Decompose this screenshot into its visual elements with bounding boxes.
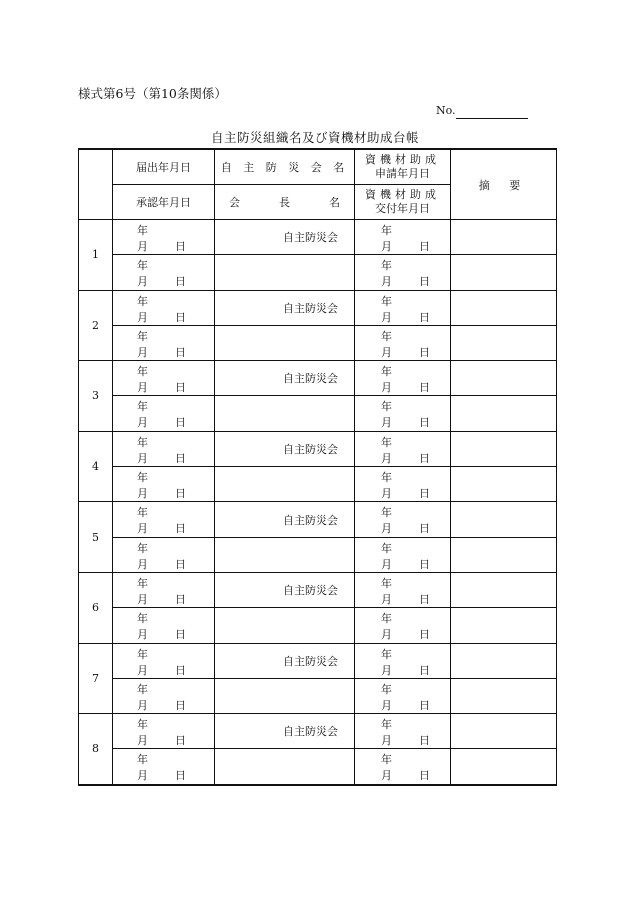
delivery-date-cell[interactable] (355, 255, 451, 290)
month-label: 月 (137, 592, 148, 606)
delivery-date-cell[interactable] (355, 749, 451, 785)
request-date-cell[interactable] (355, 572, 451, 607)
day-label: 日 (175, 557, 186, 571)
year-label: 年 (381, 718, 392, 732)
table-row (79, 572, 557, 607)
header-chair-part-2: 長 (279, 196, 290, 209)
org-suffix: 自主防災会 (283, 654, 338, 668)
document-title: 自主防災組織名及び資機材助成台帳 (210, 130, 419, 145)
table-row (79, 714, 557, 749)
day-label: 日 (419, 451, 430, 465)
chair-name-cell[interactable] (215, 537, 355, 572)
row-number: 8 (79, 714, 113, 785)
org-suffix: 自主防災会 (283, 372, 338, 386)
ledger-body (79, 220, 557, 785)
day-label: 日 (175, 769, 186, 783)
remarks-cell[interactable] (451, 325, 557, 360)
document-number-field[interactable] (436, 104, 528, 117)
table-row (79, 255, 557, 290)
month-label: 月 (137, 663, 148, 677)
month-label: 月 (137, 522, 148, 536)
table-row (79, 678, 557, 713)
month-label: 月 (137, 769, 148, 783)
day-label: 日 (175, 416, 186, 430)
day-label: 日 (175, 734, 186, 748)
table-row (79, 361, 557, 396)
day-label: 日 (419, 275, 430, 289)
header-org-name: 自 主 防 災 会 名 (215, 149, 355, 185)
remarks-cell[interactable] (451, 643, 557, 678)
table-row (79, 325, 557, 360)
header-chair-name (215, 185, 355, 220)
table-row (79, 290, 557, 325)
day-label: 日 (419, 522, 430, 536)
org-name-cell[interactable] (215, 643, 355, 678)
day-label: 日 (419, 663, 430, 677)
month-label: 月 (381, 345, 392, 359)
notification-date-cell[interactable] (113, 572, 215, 607)
month-label: 月 (381, 416, 392, 430)
year-label: 年 (381, 647, 392, 661)
org-name-cell[interactable] (215, 502, 355, 537)
remarks-cell[interactable] (451, 361, 557, 396)
delivery-date-cell[interactable] (355, 678, 451, 713)
year-label: 年 (137, 753, 148, 767)
org-name-cell[interactable] (215, 290, 355, 325)
org-name-cell[interactable] (215, 220, 355, 255)
no-label: No. (436, 104, 456, 117)
day-label: 日 (175, 698, 186, 712)
year-label: 年 (381, 541, 392, 555)
approval-date-cell[interactable] (113, 678, 215, 713)
approval-date-cell[interactable] (113, 325, 215, 360)
header-approval-date: 承認年月日 (113, 185, 215, 220)
table-row (79, 431, 557, 466)
month-label: 月 (381, 381, 392, 395)
year-label: 年 (137, 329, 148, 343)
chair-name-cell[interactable] (215, 678, 355, 713)
month-label: 月 (381, 734, 392, 748)
month-label: 月 (137, 275, 148, 289)
table-row (79, 220, 557, 255)
day-label: 日 (175, 522, 186, 536)
year-label: 年 (381, 435, 392, 449)
day-label: 日 (419, 240, 430, 253)
month-label: 月 (381, 557, 392, 571)
request-date-cell[interactable] (355, 502, 451, 537)
year-label: 年 (381, 612, 392, 626)
header-delivery-date-line2: 交付年月日 (375, 202, 430, 215)
day-label: 日 (175, 381, 186, 395)
request-date-cell[interactable] (355, 431, 451, 466)
org-suffix: 自主防災会 (283, 301, 338, 315)
org-suffix: 自主防災会 (283, 231, 338, 245)
org-name-cell[interactable] (215, 714, 355, 749)
day-label: 日 (419, 592, 430, 606)
month-label: 月 (137, 345, 148, 359)
delivery-date-cell[interactable] (355, 467, 451, 502)
table-row (79, 396, 557, 431)
day-label: 日 (419, 698, 430, 712)
month-label: 月 (137, 310, 148, 324)
approval-date-cell[interactable] (113, 537, 215, 572)
remarks-cell[interactable] (451, 467, 557, 502)
chair-name-cell[interactable] (215, 749, 355, 785)
day-label: 日 (175, 663, 186, 677)
day-label: 日 (175, 487, 186, 501)
month-label: 月 (137, 451, 148, 465)
chair-name-cell[interactable] (215, 396, 355, 431)
table-row (79, 643, 557, 678)
chair-name-cell[interactable] (215, 325, 355, 360)
row-number: 5 (79, 502, 113, 573)
org-name-cell[interactable] (215, 361, 355, 396)
remarks-cell[interactable] (451, 290, 557, 325)
day-label: 日 (419, 734, 430, 748)
approval-date-cell[interactable] (113, 608, 215, 643)
month-label: 月 (137, 416, 148, 430)
table-row (79, 537, 557, 572)
remarks-cell[interactable] (451, 537, 557, 572)
header-request-date (355, 149, 451, 185)
month-label: 月 (137, 698, 148, 712)
request-date-cell[interactable] (355, 290, 451, 325)
chair-name-cell[interactable] (215, 467, 355, 502)
month-label: 月 (381, 592, 392, 606)
year-label: 年 (137, 718, 148, 732)
year-label: 年 (137, 576, 148, 590)
header-request-date-line1: 資機材助成 (365, 153, 440, 166)
year-label: 年 (137, 471, 148, 485)
table-row (79, 749, 557, 785)
year-label: 年 (381, 224, 392, 237)
day-label: 日 (175, 275, 186, 289)
row-number: 6 (79, 572, 113, 643)
day-label: 日 (175, 628, 186, 642)
delivery-date-cell[interactable] (355, 396, 451, 431)
day-label: 日 (419, 628, 430, 642)
form-number: 様式第6号（第10条関係） (78, 86, 227, 101)
month-label: 月 (381, 769, 392, 783)
year-label: 年 (381, 506, 392, 520)
year-label: 年 (381, 294, 392, 308)
year-label: 年 (381, 471, 392, 485)
day-label: 日 (419, 381, 430, 395)
remarks-cell[interactable] (451, 678, 557, 713)
month-label: 月 (137, 734, 148, 748)
notification-date-cell[interactable] (113, 290, 215, 325)
remarks-cell[interactable] (451, 572, 557, 607)
header-delivery-date (355, 185, 451, 220)
request-date-cell[interactable] (355, 361, 451, 396)
remarks-cell[interactable] (451, 608, 557, 643)
year-label: 年 (137, 647, 148, 661)
month-label: 月 (381, 310, 392, 324)
month-label: 月 (381, 451, 392, 465)
year-label: 年 (381, 259, 392, 273)
month-label: 月 (381, 628, 392, 642)
org-name-cell[interactable] (215, 431, 355, 466)
row-number: 7 (79, 643, 113, 714)
approval-date-cell[interactable] (113, 467, 215, 502)
day-label: 日 (175, 310, 186, 324)
notification-date-cell[interactable] (113, 361, 215, 396)
header-request-date-line2: 申請年月日 (375, 167, 430, 180)
org-suffix: 自主防災会 (283, 584, 338, 598)
chair-name-cell[interactable] (215, 255, 355, 290)
org-suffix: 自主防災会 (283, 442, 338, 456)
year-label: 年 (381, 753, 392, 767)
month-label: 月 (381, 275, 392, 289)
year-label: 年 (137, 682, 148, 696)
month-label: 月 (381, 522, 392, 536)
org-suffix: 自主防災会 (283, 725, 338, 739)
year-label: 年 (137, 365, 148, 379)
year-label: 年 (137, 400, 148, 414)
month-label: 月 (137, 381, 148, 395)
month-label: 月 (137, 240, 148, 253)
table-row (79, 608, 557, 643)
request-date-cell[interactable] (355, 220, 451, 255)
remarks-cell[interactable] (451, 714, 557, 749)
org-name-cell[interactable] (215, 572, 355, 607)
day-label: 日 (175, 592, 186, 606)
month-label: 月 (381, 698, 392, 712)
year-label: 年 (137, 224, 148, 237)
remarks-cell[interactable] (451, 255, 557, 290)
year-label: 年 (137, 435, 148, 449)
row-number: 4 (79, 431, 113, 502)
row-number: 2 (79, 290, 113, 361)
month-label: 月 (381, 487, 392, 501)
header-delivery-date-line1: 資機材助成 (365, 188, 440, 201)
chair-name-cell[interactable] (215, 608, 355, 643)
month-label: 月 (137, 557, 148, 571)
remarks-cell[interactable] (451, 502, 557, 537)
month-label: 月 (137, 487, 148, 501)
header-chair-part-1: 会 (229, 196, 240, 209)
day-label: 日 (419, 487, 430, 501)
request-date-cell[interactable] (355, 714, 451, 749)
remarks-cell[interactable] (451, 431, 557, 466)
year-label: 年 (137, 294, 148, 308)
request-date-cell[interactable] (355, 643, 451, 678)
year-label: 年 (137, 506, 148, 520)
header-remarks: 摘 要 (451, 149, 557, 220)
month-label: 月 (137, 628, 148, 642)
row-number: 3 (79, 361, 113, 432)
day-label: 日 (419, 310, 430, 324)
year-label: 年 (137, 259, 148, 273)
month-label: 月 (381, 240, 392, 253)
notification-date-cell[interactable] (113, 220, 215, 255)
day-label: 日 (419, 345, 430, 359)
day-label: 日 (419, 769, 430, 783)
delivery-date-cell[interactable] (355, 325, 451, 360)
year-label: 年 (137, 612, 148, 626)
day-label: 日 (419, 557, 430, 571)
approval-date-cell[interactable] (113, 396, 215, 431)
ledger-table (78, 148, 557, 786)
notification-date-cell[interactable] (113, 502, 215, 537)
header-number-cell (79, 149, 113, 220)
remarks-cell[interactable] (451, 220, 557, 255)
row-number: 1 (79, 220, 113, 291)
day-label: 日 (175, 240, 186, 253)
header-row-1 (79, 149, 557, 185)
header-chair-part-3: 名 (329, 196, 340, 209)
year-label: 年 (381, 682, 392, 696)
month-label: 月 (381, 663, 392, 677)
no-underline (456, 118, 528, 119)
day-label: 日 (419, 416, 430, 430)
delivery-date-cell[interactable] (355, 537, 451, 572)
year-label: 年 (381, 400, 392, 414)
year-label: 年 (137, 541, 148, 555)
day-label: 日 (175, 451, 186, 465)
org-suffix: 自主防災会 (283, 513, 338, 527)
notification-date-cell[interactable] (113, 431, 215, 466)
header-notification-date: 届出年月日 (113, 149, 215, 185)
year-label: 年 (381, 576, 392, 590)
notification-date-cell[interactable] (113, 714, 215, 749)
approval-date-cell[interactable] (113, 749, 215, 785)
year-label: 年 (381, 329, 392, 343)
approval-date-cell[interactable] (113, 255, 215, 290)
year-label: 年 (381, 365, 392, 379)
day-label: 日 (175, 345, 186, 359)
remarks-cell[interactable] (451, 749, 557, 785)
notification-date-cell[interactable] (113, 643, 215, 678)
table-row (79, 467, 557, 502)
delivery-date-cell[interactable] (355, 608, 451, 643)
table-row (79, 502, 557, 537)
remarks-cell[interactable] (451, 396, 557, 431)
